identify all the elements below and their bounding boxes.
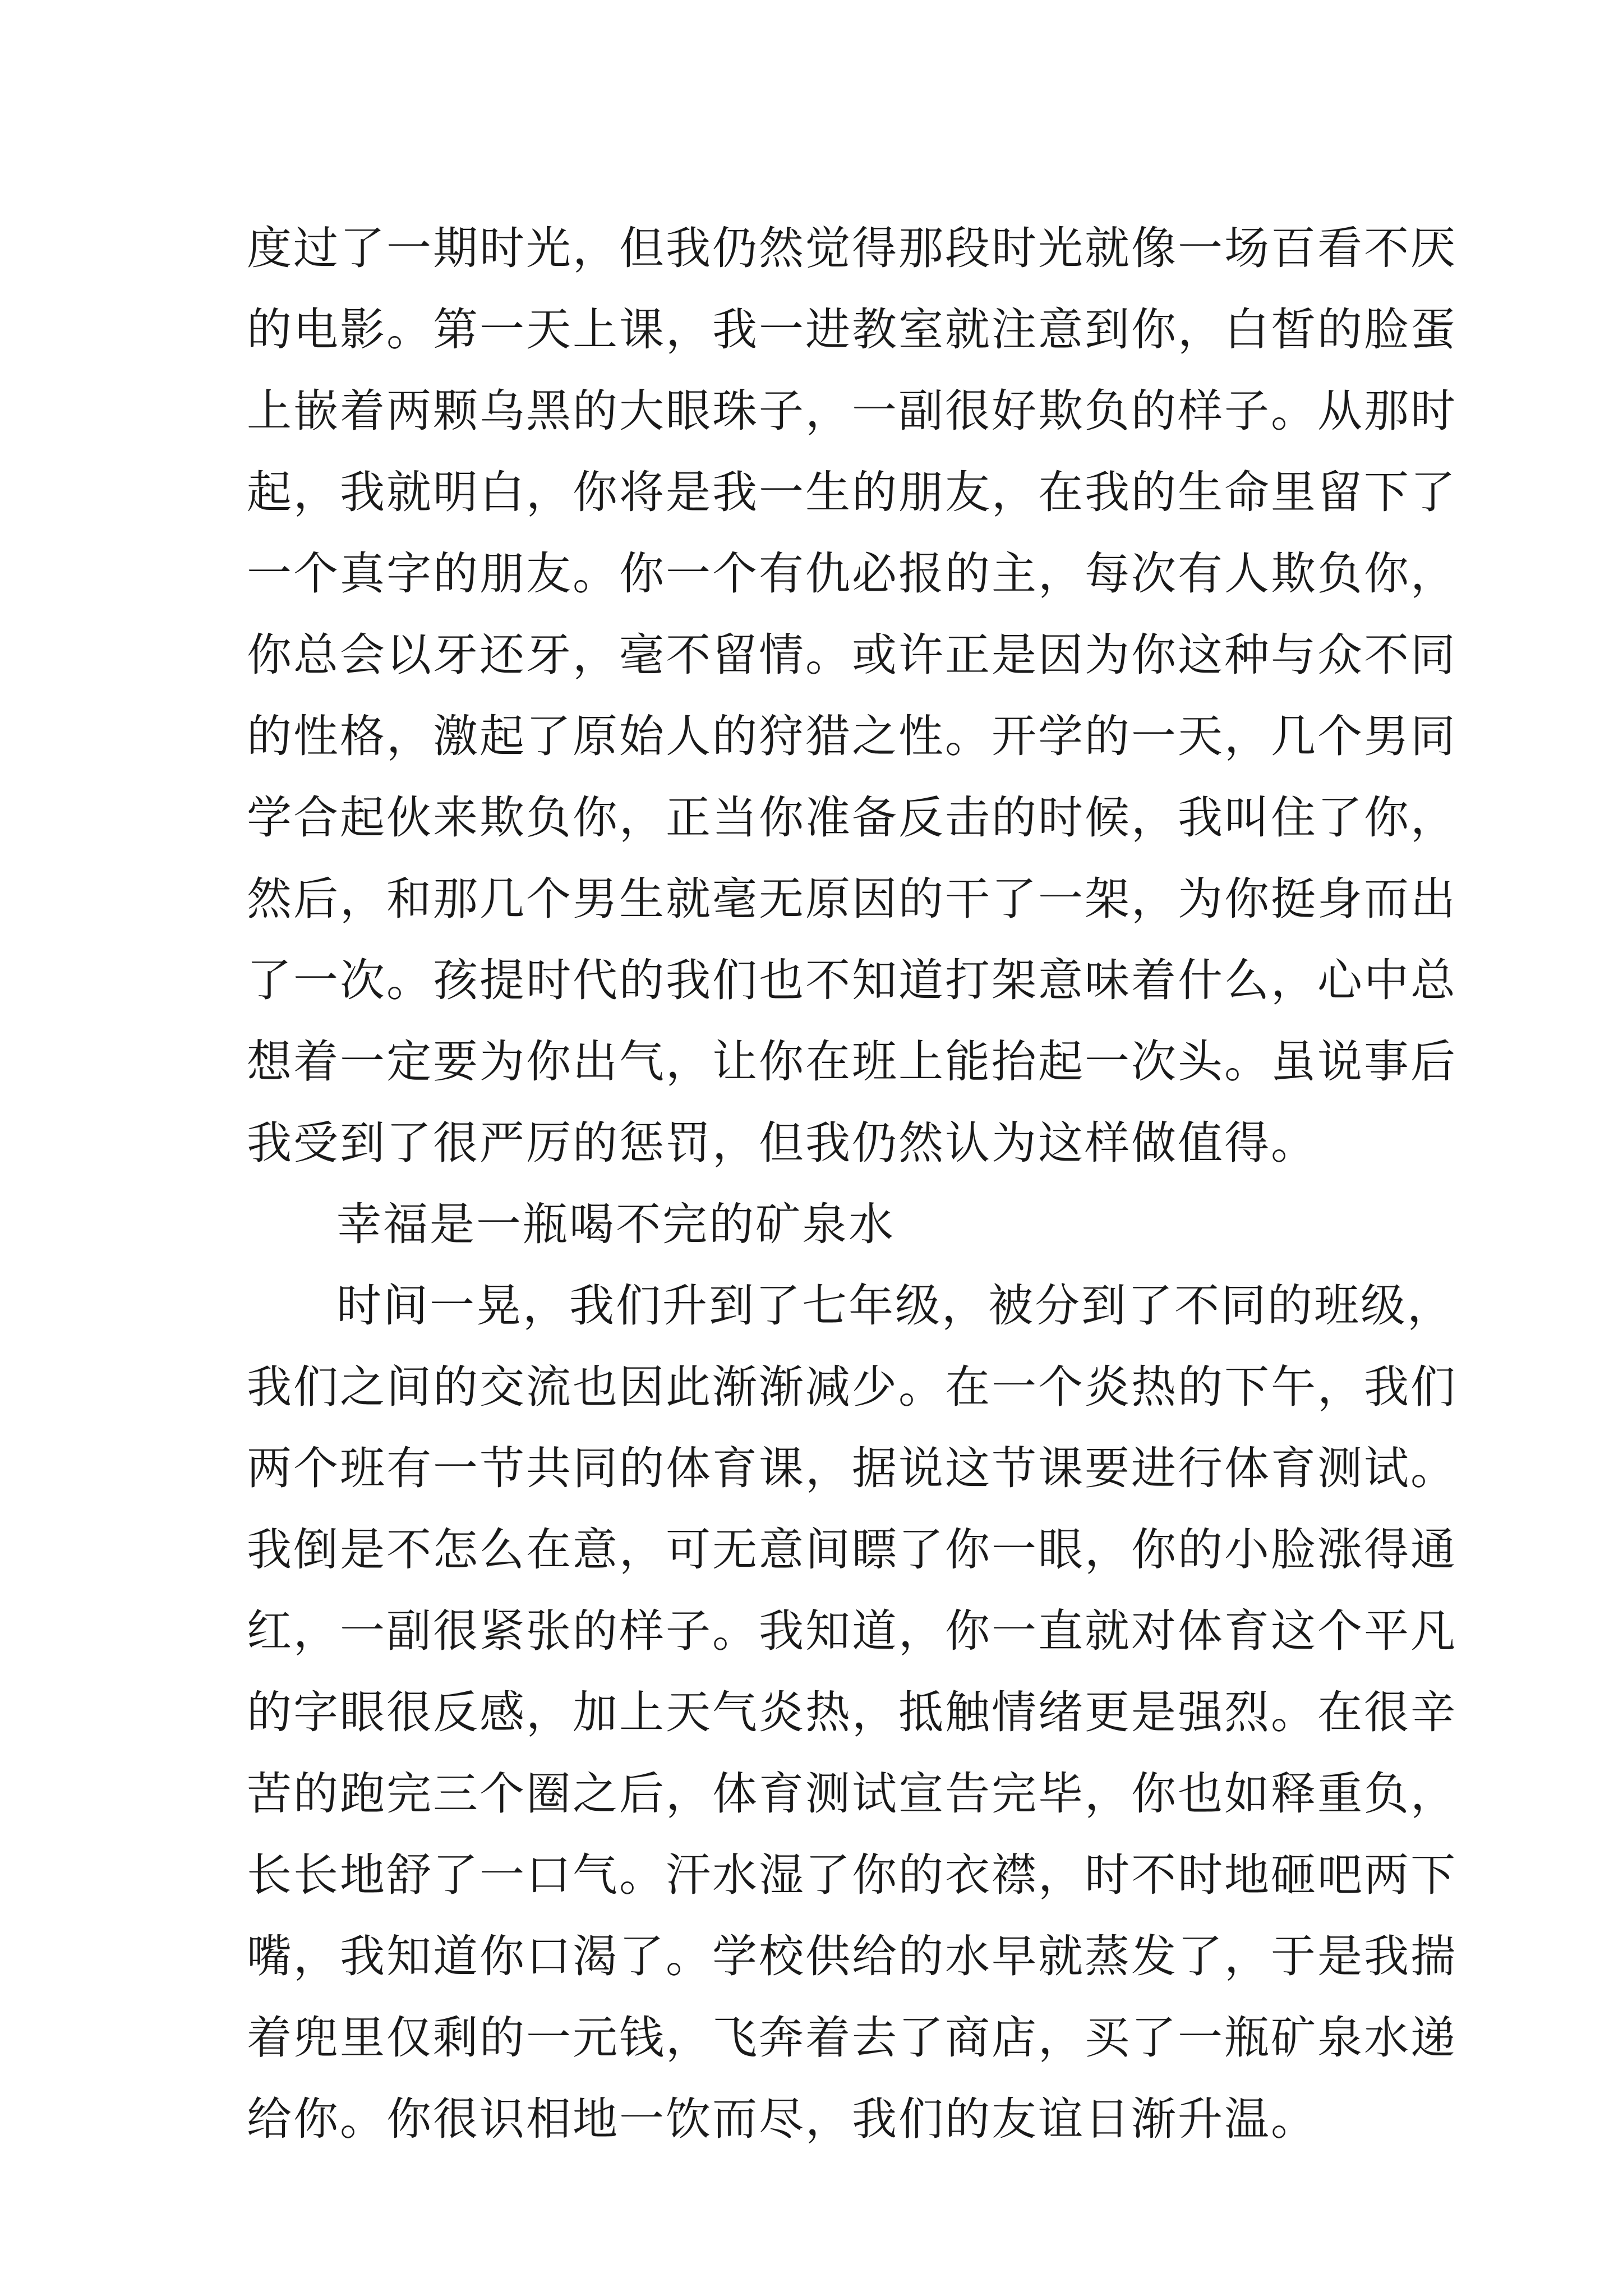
text-line: 上嵌着两颗乌黑的大眼珠子，一副很好欺负的样子。从那时 [247,385,1457,437]
text-line: 想着一定要为你出气，让你在班上能抬起一次头。虽说事后 [247,1036,1457,1088]
text-line: 的电影。第一天上课，我一进教室就注意到你，白皙的脸蛋 [247,303,1457,356]
text-line: 的字眼很反感，加上天气炎热，抵触情绪更是强烈。在很辛 [247,1686,1457,1738]
body-text [247,208,1457,2160]
text-line: 学合起伙来欺负你，正当你准备反击的时候，我叫住了你， [247,792,1457,844]
text-line: 红，一副很紧张的样子。我知道，你一直就对体育这个平凡 [247,1605,1457,1657]
text-line: 你总会以牙还牙，毫不留情。或许正是因为你这种与众不同 [247,629,1457,681]
text-line: 一个真字的朋友。你一个有仇必报的主，每次有人欺负你， [247,547,1457,600]
text-line: 我受到了很严厉的惩罚，但我仍然认为这样做值得。 [247,1117,1317,1169]
text-line: 了一次。孩提时代的我们也不知道打架意味着什么，心中总 [247,954,1457,1006]
text-line: 起，我就明白，你将是我一生的朋友，在我的生命里留下了 [247,466,1457,518]
text-line: 两个班有一节共同的体育课，据说这节课要进行体育测试。 [247,1442,1457,1494]
text-line: 我倒是不怎么在意，可无意间瞟了你一眼，你的小脸涨得通 [247,1524,1457,1576]
text-line: 着兜里仅剩的一元钱，飞奔着去了商店，买了一瓶矿泉水递 [247,2012,1457,2064]
text-line: 然后，和那几个男生就毫无原因的干了一架，为你挺身而出 [247,873,1457,925]
text-line: 给你。你很识相地一饮而尽，我们的友谊日渐升温。 [247,2093,1317,2145]
text-line: 长长地舒了一口气。汗水湿了你的衣襟，时不时地砸吧两下 [247,1849,1457,1901]
text-line: 我们之间的交流也因此渐渐减少。在一个炎热的下午，我们 [247,1361,1457,1413]
text-line: 时间一晃，我们升到了七年级，被分到了不同的班级， [336,1280,1454,1332]
text-line: 嘴，我知道你口渴了。学校供给的水早就蒸发了，于是我揣 [247,1930,1457,1982]
text-line: 苦的跑完三个圈之后，体育测试宣告完毕，你也如释重负， [247,1768,1457,1820]
text-line: 的性格，激起了原始人的狩猎之性。开学的一天，几个男同 [247,710,1457,762]
text-line: 度过了一期时光，但我仍然觉得那段时光就像一场百看不厌 [247,222,1457,274]
section-heading: 幸福是一瓶喝不完的矿泉水 [336,1198,895,1250]
